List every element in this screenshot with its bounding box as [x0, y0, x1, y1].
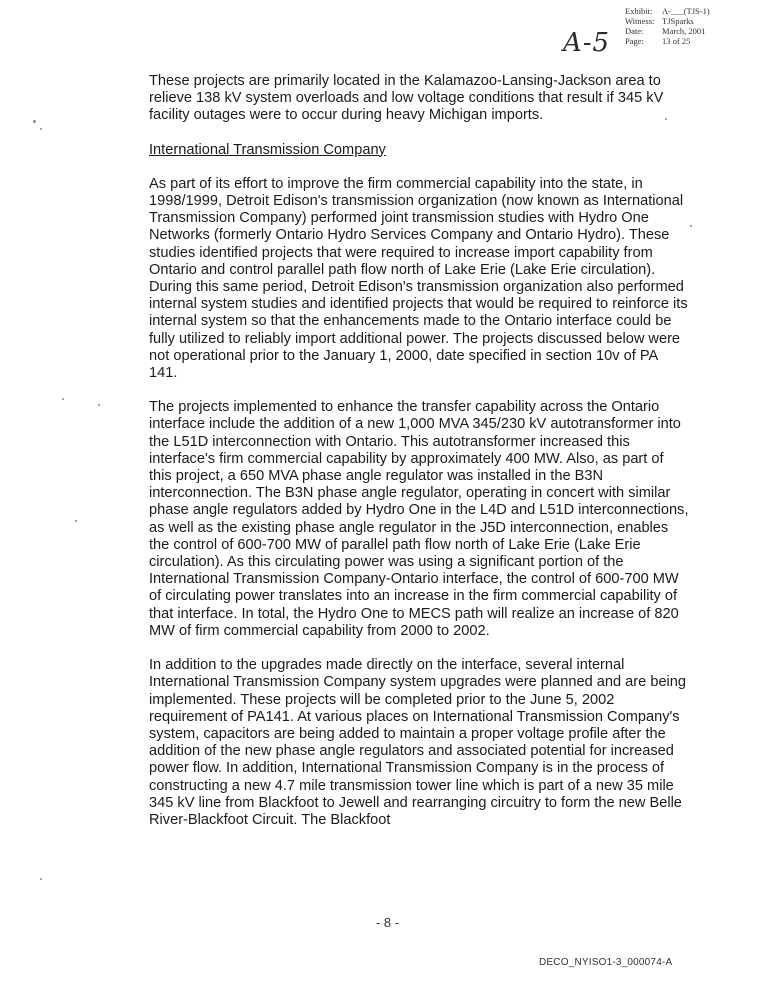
bates-number: DECO_NYISO1-3_000074-A: [539, 957, 673, 968]
document-body: [149, 73, 689, 846]
scan-speck: [40, 128, 42, 130]
scan-speck: [62, 398, 64, 400]
witness-value: TJSparks: [662, 16, 694, 26]
scan-speck: [33, 120, 36, 123]
scan-speck: [40, 878, 42, 880]
page-row: [625, 36, 710, 46]
paragraph-1: As part of its effort to improve the firm commercial capability into the state, in 1998/1999, Detroit Edison's transmission organization (now known as International Transmission Company) performed joint transmission studies with Hydro One Networks (formerly Ontario Hydro Services Company and Ontario Hydro). These studies identified projects that were required to increase import capability from Ontario and control parallel path flow north of Lake Erie (Lake Erie circulation). During this same period, Detroit Edison's transmission organization also performed internal system studies and identified projects that would be required to reinforce its internal system so that the enhancements made to the Ontario interface could be fully utilized to reliably import additional power. The projects discussed below were not operational prior to the January 1, 2000, date specified in section 10v of PA 141.: [149, 175, 688, 382]
paragraph-3: In addition to the upgrades made directly on the interface, several internal International Transmission Company system upgrades were planned and are being implemented. These projects will be completed prior to the June 5, 2002 requirement of PA141. At various places on International Transmission Company's system, capacitors are being added to maintain a proper voltage profile after the addition of the new phase angle regulators and associated potential for increased power flow. In addition, International Transmission Company is in the process of constructing a new 4.7 mile transmission tower line which is part of a new 35 mile 345 kV line from Blackfoot to Jewell and rearranging circuitry to form the new Belle River-Blackfoot Circuit. The Blackfoot: [149, 657, 687, 828]
handwritten-exhibit-mark: A-5: [563, 28, 611, 58]
witness-row: [625, 16, 710, 26]
scan-speck: [75, 520, 77, 522]
scan-speck: [690, 225, 692, 227]
scan-speck: [665, 118, 667, 120]
exhibit-key: Exhibit:: [625, 6, 653, 16]
exhibit-stamp: [625, 6, 710, 46]
exhibit-row: [625, 6, 710, 16]
scan-speck: [98, 404, 100, 406]
paragraph-intro: These projects are primarily located in the Kalamazoo-Lansing-Jackson area to relieve 138 kV system overloads and low voltage conditions that result if 345 kV facility outages were to occur during heavy Michigan imports.: [149, 73, 664, 124]
date-row: [625, 26, 710, 36]
date-key: Date:: [625, 26, 644, 36]
witness-key: Witness:: [625, 16, 655, 26]
page-key: Page:: [625, 36, 644, 46]
date-value: March, 2001: [662, 26, 706, 36]
page-number: - 8 -: [375, 915, 400, 930]
exhibit-value: A-___(TJS-1): [662, 6, 710, 16]
page-value: 13 of 25: [662, 36, 691, 46]
paragraph-2: The projects implemented to enhance the transfer capability across the Ontario interface include the addition of a new 1,000 MVA 345/230 kV autotransformer into the L51D interconnection with Ontario. This autotransformer increased this interface's firm commercial capability by approximately 400 MW. Also, as part of this project, a 650 MVA phase angle regulator was installed in the B3N interconnection. The B3N phase angle regulator, operating in concert with similar phase angle regulators added by Hydro One in the L4D and L51D interconnections, as well as the existing phase angle regulator in the J5D interconnection, enables the control of 600-700 MW of parallel path flow north of Lake Erie (Lake Erie circulation). As this circulating power was using a significant portion of the International Transmission Company-Ontario interface, the control of 600-700 MW of circulating power translates into an increase in the firm commercial capability of that interface. In total, the Hydro One to MECS path will realize an increase of 820 MW of firm commercial capability from 2000 to 2002.: [149, 399, 689, 639]
section-heading: International Transmission Company: [149, 141, 386, 158]
